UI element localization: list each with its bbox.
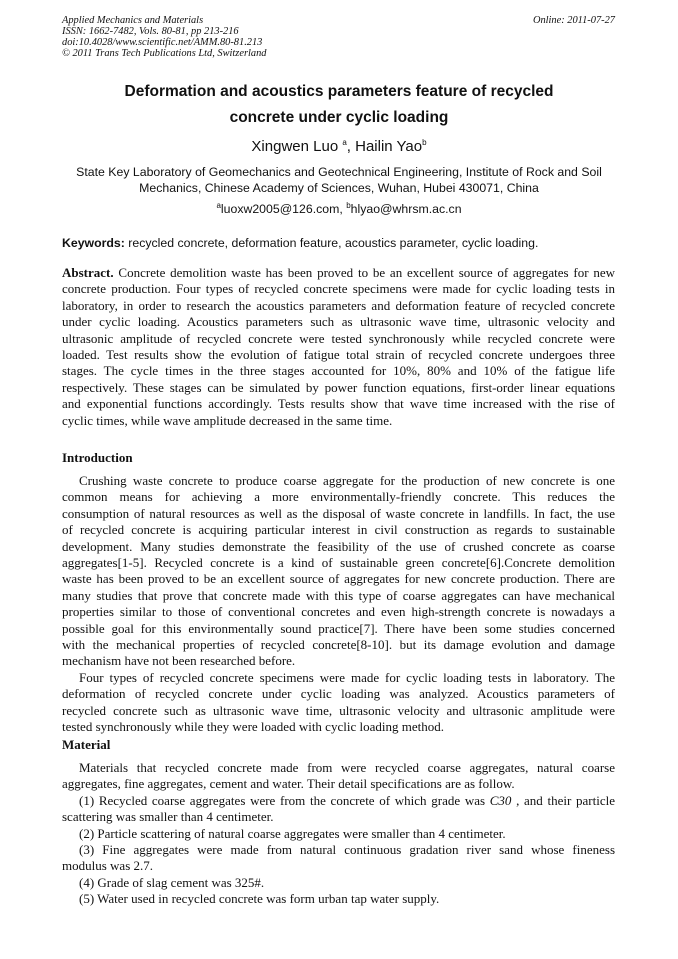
affil-mark: b: [346, 201, 351, 210]
affil-mark: a: [342, 138, 347, 147]
affiliation-line: State Key Laboratory of Geomechanics and Geotechnical Engineering, Institute of Rock and Soil: [76, 165, 602, 179]
text-line: possible goal for this environmentally sound practice[7]. There have been some studies concerned: [62, 620, 615, 636]
concrete-grade: C30: [489, 792, 512, 808]
text-fragment: (1) Recycled coarse aggregates were from the concrete of which grade was: [79, 792, 490, 808]
author: , Hailin Yao: [346, 138, 423, 155]
keywords: [62, 236, 538, 250]
text-line: mechanism have not been researched before.: [62, 653, 296, 669]
text-line: Crushing waste concrete to produce coarse aggregate for the production of new concrete is one: [79, 473, 615, 488]
affil-mark: a: [216, 201, 221, 210]
abstract-label: Abstract.: [62, 265, 114, 280]
email[interactable]: luoxw2005@126.com,: [220, 202, 347, 217]
text-line: (3) Fine aggregates were made from natural continuous gradation river sand whose fineness: [79, 842, 615, 858]
introduction-body: [62, 473, 615, 736]
text-line: deformation of recycled concrete under cyclic loading was analyzed. Acoustics parameters of: [62, 686, 615, 702]
abstract-line: cyclic times, while wave amplitude decreased in the same time.: [62, 412, 393, 428]
text-line: consumption of natural resources as well as the disposal of waste concrete in landfills. In fact, the use: [62, 505, 615, 521]
text-line: many studies that prove that concrete made with this type of coarse aggregates can have mechanical: [62, 587, 615, 603]
text-line: aggregates[1-5]. Recycled concrete is a kind of sustainable green concrete[6].Concrete demolition: [62, 555, 615, 571]
abstract-line: and exponential functions accordingly. Tests results show that wave time increased with the rise of: [62, 396, 615, 412]
introduction-heading: Introduction: [62, 450, 133, 465]
text-line: aggregates, fine aggregates, cement and water. Their detail specifications are as follow.: [62, 776, 515, 792]
abstract-line: concrete production. Four types of recycled concrete specimens were made for cyclic loading tests in: [62, 281, 615, 297]
authors: [0, 138, 678, 155]
text-line: with the mechanical properties of recycled concrete[8-10]. but its damage evolution and damage: [62, 637, 615, 653]
abstract: [62, 265, 615, 429]
abstract-line: respectively. These stages can be simulated by power function equations, first-order linear equations: [62, 379, 615, 395]
text-line: modulus was 2.7.: [62, 858, 153, 874]
keywords-label: Keywords:: [62, 236, 125, 250]
abstract-line: ultrasonic amplitude of recycled concrete were tested synchronously while recycled concrete were: [62, 330, 615, 346]
title-line: Deformation and acoustics parameters feature of recycled: [124, 83, 554, 100]
affil-mark: b: [422, 138, 427, 147]
keywords-text: recycled concrete, deformation feature, acoustics parameter, cyclic loading.: [124, 236, 539, 250]
abstract-line: Concrete demolition waste has been proved to be an excellent source of aggregates for new: [113, 265, 615, 280]
copyright: © 2011 Trans Tech Publications Ltd, Switzerland: [62, 48, 267, 59]
text-line: (5) Water used in recycled concrete was form urban tap water supply.: [79, 891, 440, 907]
title-line: concrete under cyclic loading: [229, 109, 449, 126]
text-line: Materials that recycled concrete made from were recycled coarse aggregates, natural coarse: [79, 760, 615, 775]
text-line: properties similar to those of conventional concretes and even high-strength concrete is nowadays a: [62, 604, 615, 620]
journal-info: [62, 15, 266, 59]
abstract-line: stages. The cycle times in the three stages accounted for 10%, 80% and 10% of the fatigue life: [62, 363, 615, 379]
text-line: of recycled concrete is acquiring particular interest in civil construction as regards to sustainable: [62, 522, 615, 538]
text-fragment: , and their particle: [511, 792, 615, 808]
author: Xingwen Luo: [251, 138, 343, 155]
text-line: development. Many studies demonstrate the feasibility of the use of crushed concrete as coarse: [62, 538, 615, 554]
text-line: waste has been proved to be an excellent source of aggregates for new concrete production. There are: [62, 571, 615, 587]
abstract-line: loaded. Test results show the evolution of fatigue total strain of recycled concrete undergoes three: [62, 347, 615, 363]
email[interactable]: hlyao@whrsm.ac.cn: [350, 202, 462, 217]
abstract-line: laboratory, in order to research the acoustics parameters and deformation feature of recycled concrete: [62, 297, 615, 313]
online-date: Online: 2011-07-27: [532, 15, 615, 26]
journal-name: Applied Mechanics and Materials: [62, 15, 204, 26]
text-line: tested synchronously while they were loaded with cyclic loading method.: [62, 719, 444, 735]
affiliation: [0, 164, 678, 196]
emails: [0, 201, 678, 216]
material-heading: Material: [62, 737, 111, 752]
text-line: (2) Particle scattering of natural coarse aggregates were smaller than 4 centimeter.: [79, 825, 506, 841]
text-line: (4) Grade of slag cement was 325#.: [79, 874, 265, 890]
text-line: Four types of recycled concrete specimens were made for cyclic loading tests in laboratory. The: [79, 669, 615, 685]
doi: doi:10.4028/www.scientific.net/AMM.80-81.213: [62, 37, 263, 48]
material-body: [62, 760, 615, 908]
issn: ISSN: 1662-7482, Vols. 80-81, pp 213-216: [62, 26, 239, 37]
abstract-line: under cyclic loading. Acoustics parameters such as ultrasonic wave time, ultrasonic velocity and: [62, 314, 615, 330]
text-line: recycled concrete such as ultrasonic wave time, ultrasonic velocity and ultrasonic amplitude were: [62, 702, 615, 718]
text-line: common means for achieving a more environmentally-friendly concrete. This reduces the: [62, 489, 615, 505]
text-line: scattering was smaller than 4 centimeter.: [62, 809, 274, 825]
affiliation-line: Mechanics, Chinese Academy of Sciences, Wuhan, Hubei 430071, China: [139, 181, 539, 195]
paper-title: [0, 79, 678, 131]
